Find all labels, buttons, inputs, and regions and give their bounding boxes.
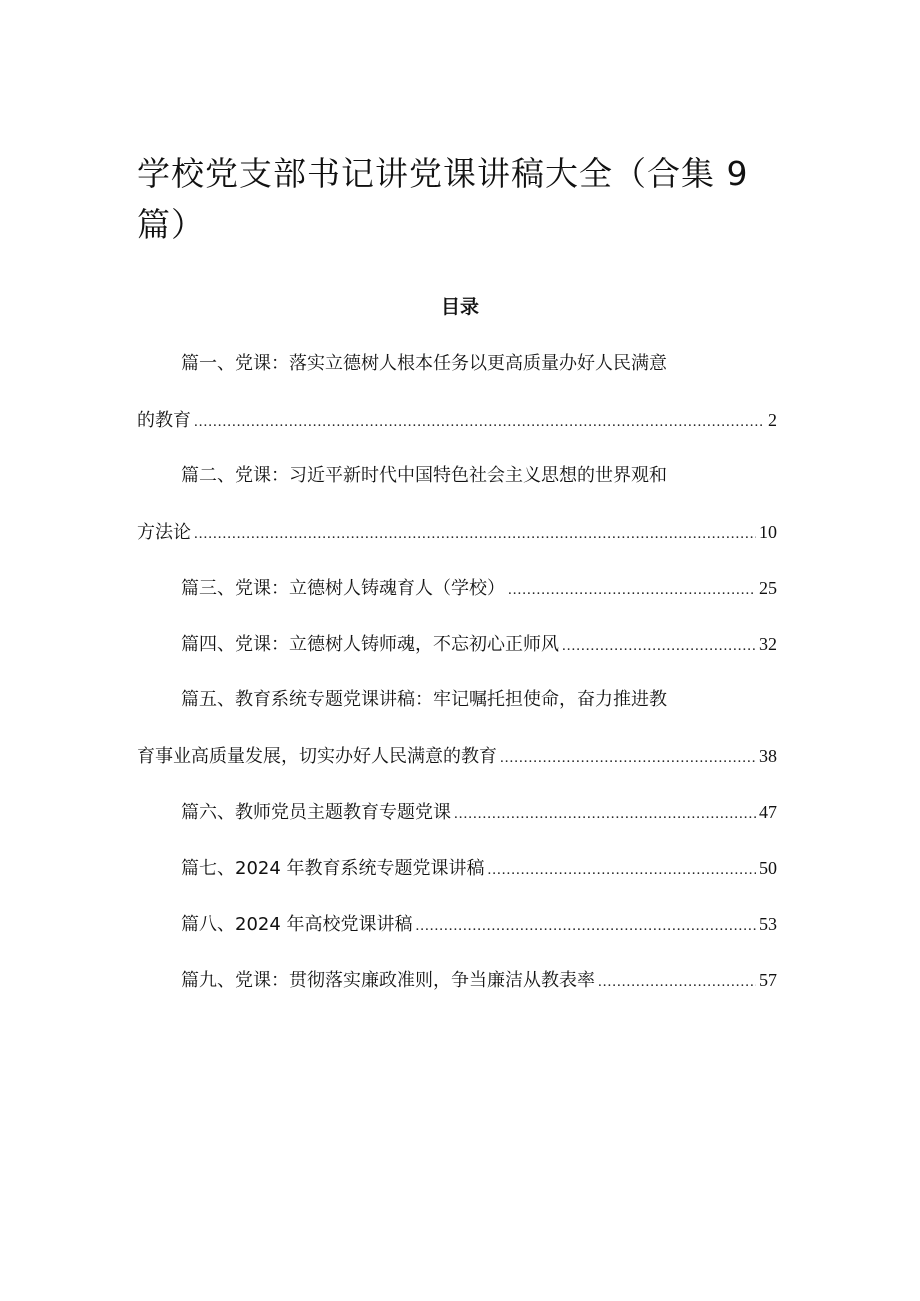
toc-entry-3[interactable] — [137, 574, 777, 602]
dot-leader — [508, 576, 756, 604]
dot-leader — [194, 520, 756, 548]
toc-page-number: 47 — [759, 802, 777, 822]
toc-entry-text: 篇八、2024 年高校党课讲稿 — [181, 914, 413, 935]
toc-entry-8[interactable] — [137, 910, 777, 938]
toc-entry-5-line2[interactable] — [137, 742, 777, 770]
toc-page-number: 53 — [759, 914, 777, 934]
toc-entry-1-line1[interactable] — [137, 350, 777, 378]
document-title: 学校党支部书记讲党课讲稿大全（合集 9 篇） — [137, 154, 749, 244]
toc-entry-2-line1[interactable] — [137, 462, 777, 490]
toc-entry-text: 篇九、党课：贯彻落实廉政准则，争当廉洁从教表率 — [181, 970, 595, 991]
toc-entry-text: 篇二、党课：习近平新时代中国特色社会主义思想的世界观和 — [181, 465, 667, 486]
toc-entry-text: 篇五、教育系统专题党课讲稿：牢记嘱托担使命，奋力推进教 — [181, 689, 667, 710]
toc-entry-text: 篇一、党课：落实立德树人根本任务以更高质量办好人民满意 — [181, 353, 667, 374]
toc-page-number: 38 — [759, 746, 777, 766]
toc-entry-7[interactable] — [137, 854, 777, 882]
toc-entry-4[interactable] — [137, 630, 777, 658]
toc-heading: 目录 — [440, 296, 479, 318]
toc-page-number: 50 — [759, 858, 777, 878]
dot-leader — [416, 912, 756, 940]
dot-leader — [598, 968, 756, 996]
dot-leader — [488, 856, 756, 884]
toc-entry-9[interactable] — [137, 966, 777, 994]
dot-leader — [562, 632, 756, 660]
toc-page-number: 10 — [759, 522, 777, 542]
toc-page-number: 2 — [768, 410, 777, 430]
toc-entry-text: 篇四、党课：立德树人铸师魂，不忘初心正师风 — [181, 634, 559, 655]
toc-entry-text: 篇三、党课：立德树人铸魂育人（学校） — [181, 578, 505, 599]
dot-leader — [500, 744, 756, 772]
toc-page-number: 25 — [759, 578, 777, 598]
toc-entry-2-line2[interactable] — [137, 518, 777, 546]
toc-page-number: 57 — [759, 970, 777, 990]
toc-entry-text: 篇六、教师党员主题教育专题党课 — [181, 802, 451, 823]
toc-entry-text: 育事业高质量发展，切实办好人民满意的教育 — [137, 746, 497, 767]
toc-entry-1-line2[interactable] — [137, 406, 777, 434]
dot-leader — [194, 408, 765, 436]
toc-entry-6[interactable] — [137, 798, 777, 826]
toc-entry-text: 篇七、2024 年教育系统专题党课讲稿 — [181, 858, 485, 879]
dot-leader — [454, 800, 756, 828]
toc-entry-text: 方法论 — [137, 522, 191, 543]
toc-page-number: 32 — [759, 634, 777, 654]
toc-entry-5-line1[interactable] — [137, 686, 777, 714]
toc-entry-text: 的教育 — [137, 410, 191, 431]
